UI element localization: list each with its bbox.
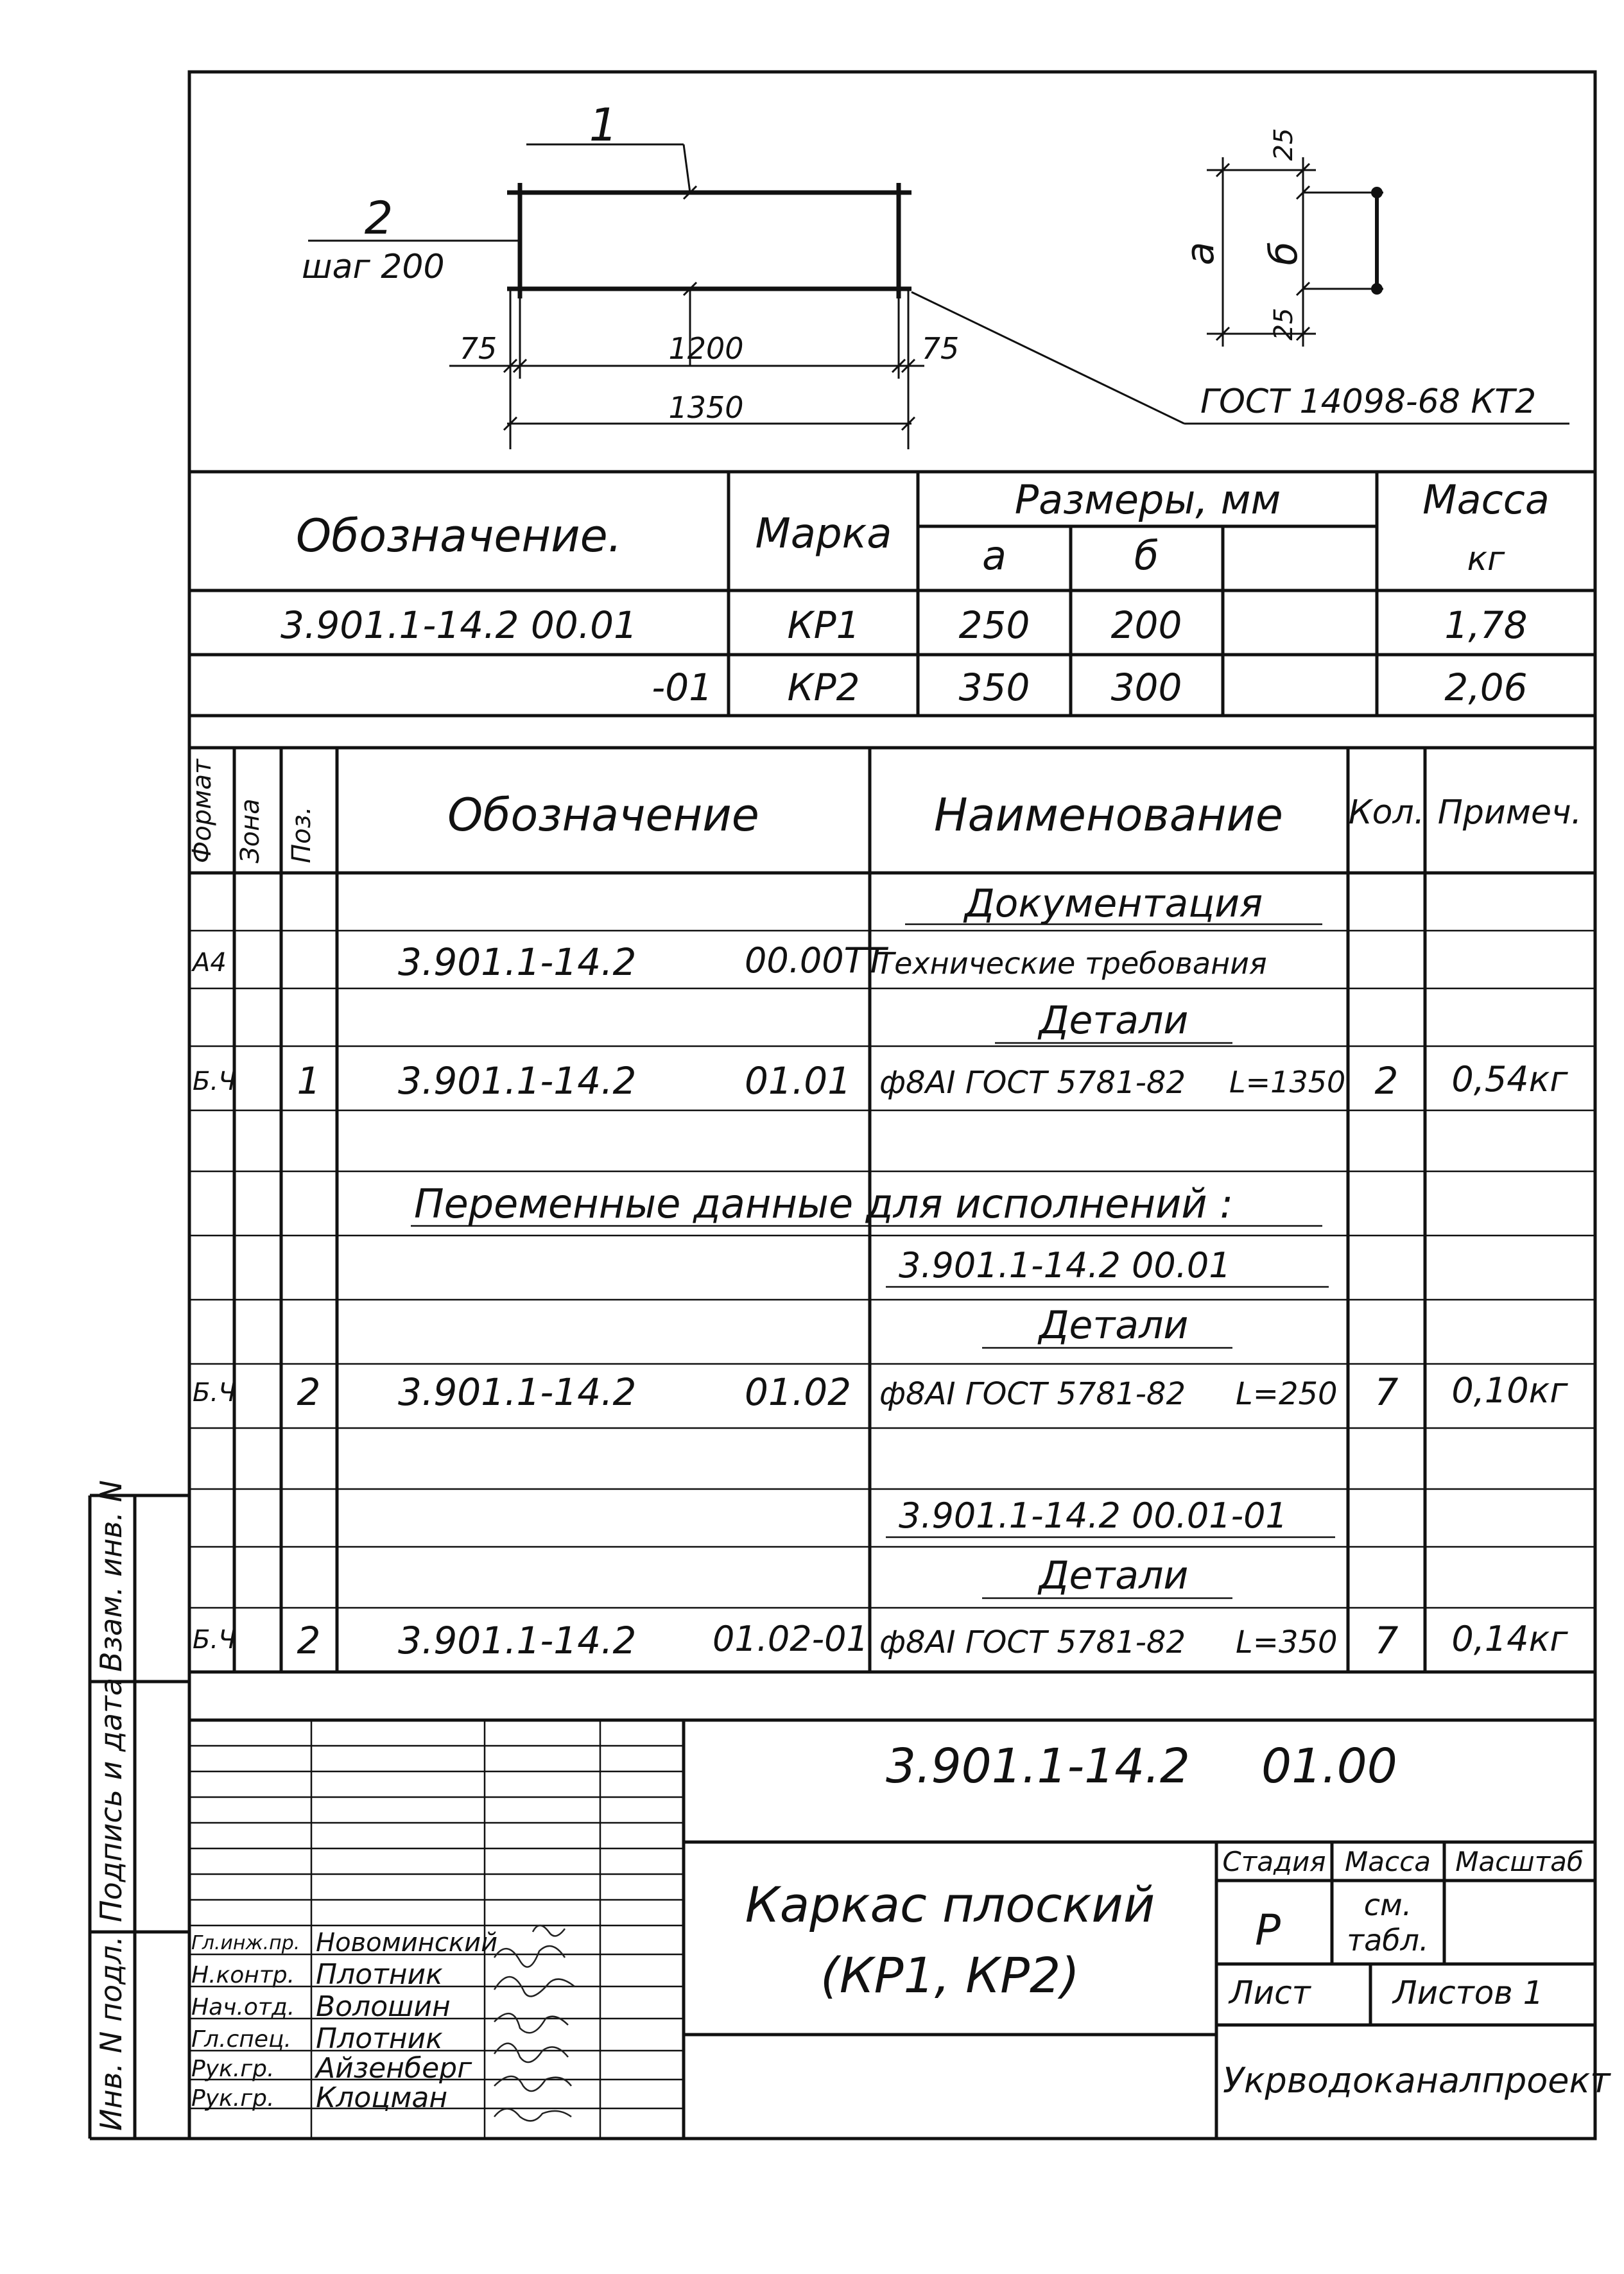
section-dim-b: б bbox=[1261, 241, 1306, 266]
detail-3-length: L=350 bbox=[1236, 1624, 1338, 1660]
signer-role: Рук.гр. bbox=[191, 2085, 275, 2112]
section-details-1: Детали bbox=[1039, 998, 1189, 1043]
sheet-frame bbox=[189, 72, 1595, 2139]
detail-3-note: 0,14кг bbox=[1451, 1619, 1568, 1659]
signer-name: Волошин bbox=[316, 1990, 451, 2023]
size-table-header-b: б bbox=[1134, 532, 1159, 579]
size-table-header-designation: Обозначение. bbox=[296, 510, 622, 562]
section-dim-top: 25 bbox=[1269, 128, 1299, 161]
position-label-2: 2 bbox=[364, 192, 393, 245]
signer-name: Айзенберг bbox=[316, 2052, 472, 2085]
size-table-header-mass-unit: кг bbox=[1467, 540, 1505, 578]
size-table-header-mass: Масса bbox=[1422, 476, 1550, 523]
title-name-line2: (КР1, КР2) bbox=[820, 1947, 1080, 2004]
variable-data-heading: Переменные данные для исполнений : bbox=[414, 1180, 1234, 1227]
detail-2-designation: 3.901.1-14.2 bbox=[398, 1370, 637, 1414]
detail-3-name: ф8АI ГОСТ 5781-82 bbox=[879, 1624, 1186, 1660]
spec-header-designation: Обозначение bbox=[447, 789, 759, 841]
detail-3-qty: 7 bbox=[1374, 1619, 1399, 1662]
detail-3-designation: 3.901.1-14.2 bbox=[398, 1619, 637, 1662]
doc-row-code: 00.00ТТ bbox=[745, 940, 886, 981]
size-table-header-sizes: Размеры, мм bbox=[1014, 476, 1281, 523]
title-organization: Укрводоканалпроект bbox=[1223, 2060, 1611, 2101]
position-label-1: 1 bbox=[589, 99, 618, 151]
detail-2-qty: 7 bbox=[1374, 1370, 1399, 1414]
step-label: шаг 200 bbox=[302, 248, 445, 286]
title-doc-code: 01.00 bbox=[1261, 1739, 1397, 1794]
detail-3-pos: 2 bbox=[297, 1619, 321, 1662]
doc-row-designation: 3.901.1-14.2 bbox=[398, 940, 637, 984]
spec-header-zone: Зона bbox=[236, 798, 265, 863]
stamp-inv-no-original: Инв. N подл. bbox=[94, 1936, 128, 2131]
section-dim-bottom: 25 bbox=[1269, 307, 1299, 341]
title-mass-label: Масса bbox=[1345, 1846, 1431, 1877]
detail-1-name: ф8АI ГОСТ 5781-82 bbox=[879, 1065, 1186, 1101]
dim-1200: 1200 bbox=[668, 331, 744, 366]
signer-role: Рук.гр. bbox=[191, 2056, 275, 2082]
spec-header-note: Примеч. bbox=[1437, 793, 1582, 832]
title-mass-value-1: см. bbox=[1363, 1888, 1412, 1922]
detail-3-format: Б.Ч bbox=[193, 1625, 236, 1655]
size-row-2-a: 350 bbox=[958, 666, 1030, 709]
doc-row-name: Технические требования bbox=[876, 946, 1267, 981]
variant-1-heading: 3.901.1-14.2 00.01 bbox=[899, 1245, 1231, 1286]
dim-75-left: 75 bbox=[459, 331, 497, 366]
detail-3-code: 01.02-01 bbox=[713, 1619, 868, 1659]
detail-2-pos: 2 bbox=[297, 1370, 321, 1414]
signer-role: Нач.отд. bbox=[191, 1994, 295, 2020]
section-documentation: Документация bbox=[964, 881, 1263, 926]
section-details-2: Детали bbox=[1039, 1303, 1189, 1348]
size-row-2-designation: -01 bbox=[652, 666, 713, 709]
title-stage-value: Р bbox=[1255, 1906, 1281, 1955]
detail-1-pos: 1 bbox=[297, 1059, 321, 1103]
title-name-line1: Каркас плоский bbox=[745, 1876, 1155, 1933]
signer-role: Гл.спец. bbox=[191, 2026, 291, 2053]
frame-drawing bbox=[507, 183, 911, 298]
signer-role: Гл.инж.пр. bbox=[191, 1932, 300, 1954]
size-table-header-a: a bbox=[982, 532, 1006, 579]
section-dim-a: a bbox=[1178, 241, 1223, 266]
detail-1-code: 01.01 bbox=[745, 1059, 852, 1103]
detail-2-format: Б.Ч bbox=[193, 1378, 236, 1408]
stamp-replace-inv: Взам. инв. N bbox=[94, 1480, 128, 1672]
size-table-header-mark: Марка bbox=[755, 510, 892, 558]
spec-header-format: Формат bbox=[187, 759, 217, 863]
title-scale-label: Масштаб bbox=[1455, 1846, 1584, 1877]
size-row-2-mass: 2,06 bbox=[1444, 666, 1528, 709]
detail-2-name: ф8АI ГОСТ 5781-82 bbox=[879, 1376, 1186, 1412]
title-mass-value-2: табл. bbox=[1347, 1923, 1429, 1958]
size-row-1-a: 250 bbox=[958, 603, 1030, 647]
dim-1350: 1350 bbox=[668, 390, 744, 425]
spec-header-pos: Поз. bbox=[287, 806, 316, 863]
detail-1-length: L=1350 bbox=[1229, 1065, 1346, 1099]
detail-1-format: Б.Ч bbox=[193, 1067, 236, 1096]
signer-name: Плотник bbox=[316, 2022, 443, 2055]
section-standard: ГОСТ 14098-68 КТ2 bbox=[1200, 383, 1537, 421]
size-row-2-b: 300 bbox=[1110, 666, 1182, 709]
detail-2-length: L=250 bbox=[1236, 1376, 1338, 1412]
title-sheet-label: Лист bbox=[1229, 1974, 1311, 2011]
stamp-sign-date: Подпись и дата bbox=[94, 1677, 128, 1922]
size-row-1-mark: КР1 bbox=[787, 603, 860, 647]
title-stage-label: Стадия bbox=[1222, 1846, 1326, 1877]
detail-1-note: 0,54кг bbox=[1451, 1059, 1568, 1099]
doc-row-format: А4 bbox=[193, 948, 227, 978]
signer-name: Новоминский bbox=[316, 1928, 498, 1958]
detail-1-qty: 2 bbox=[1374, 1059, 1399, 1103]
variant-2-heading: 3.901.1-14.2 00.01-01 bbox=[899, 1495, 1288, 1536]
detail-2-note: 0,10кг bbox=[1451, 1370, 1568, 1411]
detail-1-designation: 3.901.1-14.2 bbox=[398, 1059, 637, 1103]
signer-role: Н.контр. bbox=[191, 1962, 295, 1988]
detail-2-code: 01.02 bbox=[745, 1370, 852, 1414]
size-row-1-designation: 3.901.1-14.2 00.01 bbox=[281, 603, 637, 647]
spec-header-name: Наименование bbox=[934, 789, 1283, 841]
dim-75-right: 75 bbox=[921, 331, 960, 366]
title-sheets-label: Листов 1 bbox=[1393, 1974, 1544, 2011]
size-row-1-b: 200 bbox=[1110, 603, 1182, 647]
signer-name: Плотник bbox=[316, 1958, 443, 1991]
section-details-3: Детали bbox=[1039, 1553, 1189, 1598]
signer-name: Клоцман bbox=[316, 2081, 448, 2114]
spec-header-qty: Кол. bbox=[1348, 793, 1425, 832]
title-doc-number: 3.901.1-14.2 bbox=[886, 1739, 1190, 1794]
size-row-1-mass: 1,78 bbox=[1444, 603, 1528, 647]
size-row-2-mark: КР2 bbox=[787, 666, 860, 709]
